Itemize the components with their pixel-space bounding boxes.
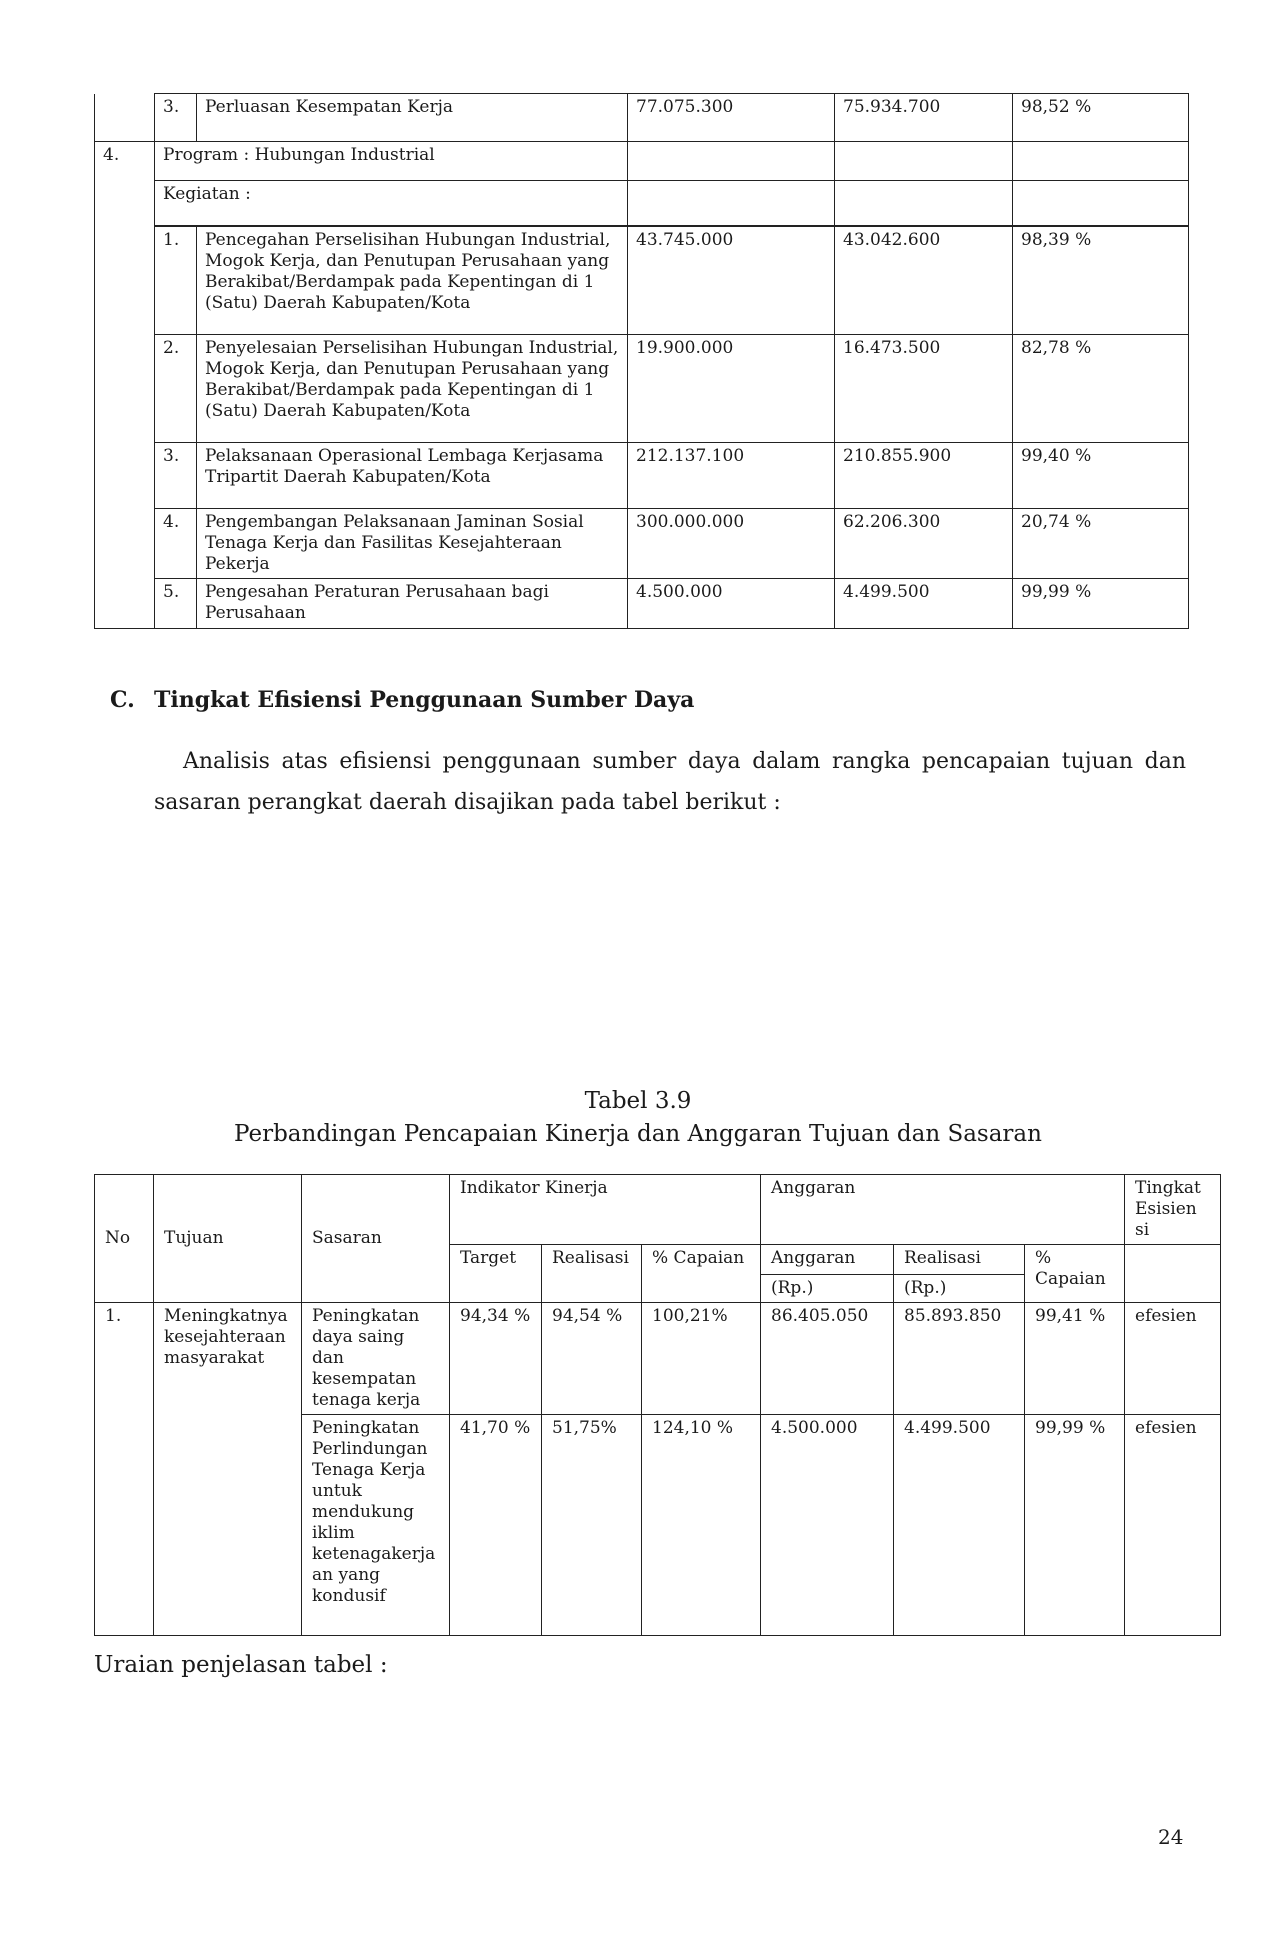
section-paragraph: Analisis atas efisiensi penggunaan sumber daya dalam rangka pencapaian tujuan dan sasaran perangkat daerah disajikan pada tabel berikut : [154, 749, 1186, 815]
empty-cell [628, 181, 835, 227]
kegiatan-name: Pelaksanaan Operasional Lembaga Kerjasama Tripartit Daerah Kabupaten/Kota [197, 442, 628, 508]
header-pct-capaian: % Capaian [642, 1245, 761, 1303]
empty-cell [1125, 1245, 1221, 1303]
header-tingkat-efisiensi: Tingkat Esisien si [1125, 1175, 1221, 1245]
empty-cell [95, 508, 155, 578]
tujuan-text: Meningkatnya kesejahteraan masyarakat [154, 1303, 302, 1636]
efisiensi-table [94, 1174, 1221, 1636]
anggaran-value: 86.405.050 [761, 1303, 894, 1415]
header-anggaran-group: Anggaran [761, 1175, 1125, 1245]
empty-cell [95, 442, 155, 508]
realisasi-value: 94,54 % [542, 1303, 642, 1415]
table-row [95, 578, 1189, 628]
kegiatan-name: Pencegahan Perselisihan Hubungan Industrial, Mogok Kerja, dan Penutupan Perusahaan yang Berakibat/Berdampak pada Kepentingan di 1 (Satu) Daerah Kabupaten/Kota [197, 226, 628, 334]
header-indikator-kinerja: Indikator Kinerja [450, 1175, 761, 1245]
empty-cell [835, 142, 1013, 181]
kegiatan-label: Kegiatan : [155, 181, 628, 227]
table-row [95, 508, 1189, 578]
realisasi-value: 51,75% [542, 1415, 642, 1636]
empty-cell [835, 181, 1013, 227]
empty-cell [1013, 142, 1189, 181]
realisasi-value: 210.855.900 [835, 442, 1013, 508]
header-tujuan: Tujuan [154, 1175, 302, 1303]
tingkat-value: efesien [1125, 1303, 1221, 1415]
table-row [95, 142, 1189, 181]
table-row [95, 94, 1189, 142]
table-caption-title: Perbandingan Pencapaian Kinerja dan Anggaran Tujuan dan Sasaran [234, 1121, 1042, 1147]
empty-cell [1013, 181, 1189, 227]
table-caption-number: Tabel 3.9 [584, 1088, 692, 1114]
anggaran-value: 77.075.300 [628, 94, 835, 142]
header-sasaran: Sasaran [302, 1175, 450, 1303]
kegiatan-name: Perluasan Kesempatan Kerja [197, 94, 628, 142]
realisasi-value: 75.934.700 [835, 94, 1013, 142]
realisasi-rp-value: 4.499.500 [894, 1415, 1025, 1636]
table-row [95, 226, 1189, 334]
header-target: Target [450, 1245, 542, 1303]
anggaran-value: 43.745.000 [628, 226, 835, 334]
capaian-value: 99,40 % [1013, 442, 1189, 508]
realisasi-value: 4.499.500 [835, 578, 1013, 628]
capaian-value: 82,78 % [1013, 334, 1189, 442]
empty-cell [95, 181, 155, 227]
sub-no: 3. [155, 442, 197, 508]
header-realisasi-rp: Realisasi [894, 1245, 1025, 1275]
anggaran-value: 4.500.000 [628, 578, 835, 628]
uraian-heading: Uraian penjelasan tabel : [94, 1652, 388, 1678]
sasaran-text: Peningkatan Perlindungan Tenaga Kerja untuk mendukung iklim ketenagakerja an yang kondusif [302, 1415, 450, 1636]
program-label: Program : Hubungan Industrial [155, 142, 628, 181]
empty-cell [95, 334, 155, 442]
kegiatan-name: Pengembangan Pelaksanaan Jaminan Sosial Tenaga Kerja dan Fasilitas Kesejahteraan Pekerja [197, 508, 628, 578]
table-row [95, 442, 1189, 508]
header-realisasi: Realisasi [542, 1245, 642, 1303]
table-row [95, 181, 1189, 227]
tingkat-value: efesien [1125, 1415, 1221, 1636]
target-value: 94,34 % [450, 1303, 542, 1415]
capaian-value: 98,39 % [1013, 226, 1189, 334]
empty-cell [628, 142, 835, 181]
sub-no: 3. [155, 94, 197, 142]
sub-no: 1. [155, 226, 197, 334]
capaian-value: 124,10 % [642, 1415, 761, 1636]
anggaran-value: 4.500.000 [761, 1415, 894, 1636]
program-no-cell [95, 94, 155, 142]
program-kegiatan-table [94, 93, 1189, 629]
empty-cell [95, 578, 155, 628]
capaian-value: 99,99 % [1013, 578, 1189, 628]
program-no: 4. [95, 142, 155, 181]
header-pct-capaian-rp: % Capaian [1025, 1245, 1125, 1303]
header-row [95, 1175, 1221, 1245]
capaian-value: 98,52 % [1013, 94, 1189, 142]
anggaran-value: 19.900.000 [628, 334, 835, 442]
kegiatan-name: Penyelesaian Perselisihan Hubungan Industrial, Mogok Kerja, dan Penutupan Perusahaan yang Berakibat/Berdampak pada Kepentingan di 1 (Satu) Daerah Kabupaten/Kota [197, 334, 628, 442]
capaian-rp-value: 99,41 % [1025, 1303, 1125, 1415]
row-no: 1. [95, 1303, 154, 1636]
empty-cell [95, 226, 155, 334]
realisasi-value: 43.042.600 [835, 226, 1013, 334]
section-letter: C. [110, 687, 135, 713]
page-number: 24 [1158, 1825, 1184, 1849]
target-value: 41,70 % [450, 1415, 542, 1636]
anggaran-value: 300.000.000 [628, 508, 835, 578]
sub-no: 4. [155, 508, 197, 578]
anggaran-value: 212.137.100 [628, 442, 835, 508]
kegiatan-name: Pengesahan Peraturan Perusahaan bagi Perusahaan [197, 578, 628, 628]
section-heading [110, 687, 694, 713]
capaian-rp-value: 99,99 % [1025, 1415, 1125, 1636]
header-rp: (Rp.) [894, 1275, 1025, 1303]
sub-no: 2. [155, 334, 197, 442]
header-no: No [95, 1175, 154, 1303]
sub-no: 5. [155, 578, 197, 628]
section-title: Tingkat Efisiensi Penggunaan Sumber Daya [154, 687, 695, 713]
realisasi-value: 16.473.500 [835, 334, 1013, 442]
realisasi-rp-value: 85.893.850 [894, 1303, 1025, 1415]
table-row [95, 334, 1189, 442]
capaian-value: 20,74 % [1013, 508, 1189, 578]
header-anggaran: Anggaran [761, 1245, 894, 1275]
table-row [95, 1303, 1221, 1415]
sasaran-text: Peningkatan daya saing dan kesempatan tenaga kerja [302, 1303, 450, 1415]
realisasi-value: 62.206.300 [835, 508, 1013, 578]
header-rp: (Rp.) [761, 1275, 894, 1303]
capaian-value: 100,21% [642, 1303, 761, 1415]
